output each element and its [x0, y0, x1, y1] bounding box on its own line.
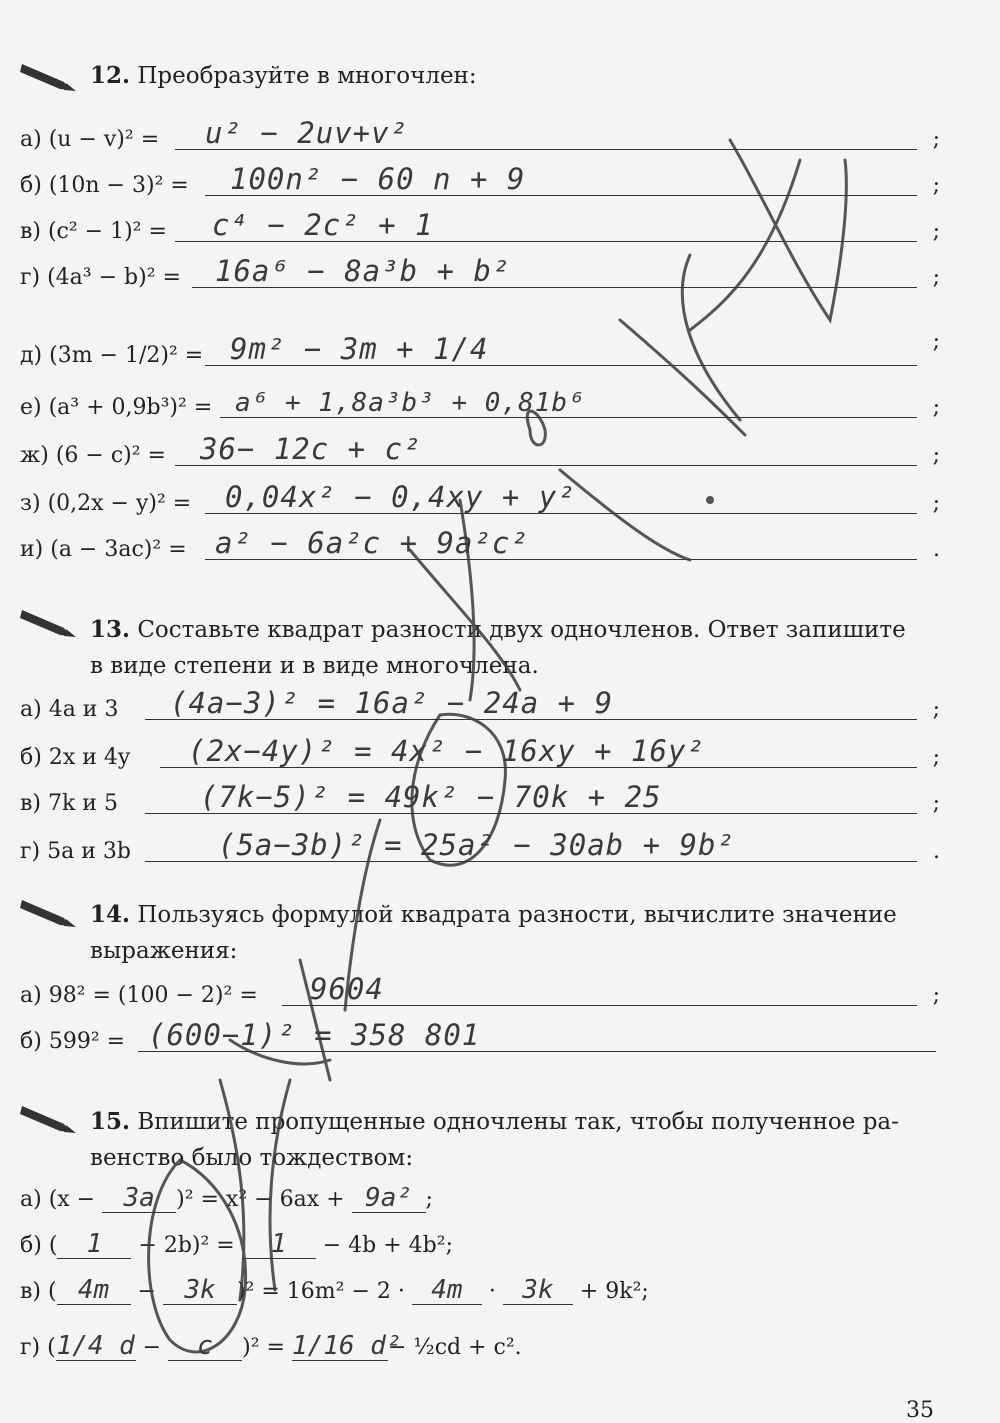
blank-field: 1 [242, 1230, 316, 1259]
task-14-heading [90, 897, 940, 969]
item-text: г) ( [20, 1335, 56, 1360]
pencil-icon [20, 892, 78, 928]
task-title-continued: выражения: [90, 938, 238, 964]
handwritten-answer: 0,04x² − 0,4xy + y² [225, 480, 576, 514]
item-end: ; [932, 265, 940, 290]
handwritten-answer: c⁴ − 2c² + 1 [212, 208, 434, 242]
item-end: ; [932, 127, 940, 152]
item-text: − 2b)² = [131, 1233, 235, 1258]
item-label: ж) (6 − c)² = [20, 443, 166, 468]
handwritten-answer: a⁶ + 1,8a³b³ + 0,81b⁶ [235, 388, 585, 418]
handwritten-answer: u² − 2uv+v² [205, 116, 409, 150]
task-number: 13. [90, 616, 131, 643]
task-15-item-d [20, 1332, 522, 1372]
task-title-continued: в виде степени и в виде многочлена. [90, 653, 539, 679]
item-label: и) (a − 3ac)² = [20, 537, 187, 562]
item-text: а) (x − [20, 1187, 96, 1212]
item-label: а) 98² = (100 − 2)² = [20, 983, 258, 1008]
item-end: ; [932, 697, 940, 722]
item-text: ; [425, 1187, 433, 1212]
item-label: а) (u − v)² = [20, 127, 160, 152]
task-13-heading [90, 612, 940, 684]
item-label: а) 4a и 3 [20, 697, 119, 722]
task-title: Составьте квадрат разности двух одночленов. Ответ запишите [137, 617, 906, 643]
handwritten-answer: 100n² − 60 n + 9 [230, 162, 526, 196]
item-end: ; [932, 983, 940, 1008]
item-end: ; [932, 329, 940, 354]
task-12-item-d [20, 256, 940, 296]
item-text: б) ( [20, 1233, 58, 1258]
task-12-item-e [20, 318, 940, 374]
blank-field: 3k [163, 1276, 237, 1305]
item-label: в) 7k и 5 [20, 791, 118, 816]
pencil-icon [20, 56, 78, 92]
task-15-item-a [20, 1184, 433, 1224]
handwritten-answer: a² − 6a²c + 9a²c² [215, 526, 529, 560]
item-label: б) 599² = [20, 1029, 126, 1054]
item-text: − ½cd + c². [387, 1335, 522, 1360]
blank-field: 9a² [352, 1184, 426, 1213]
handwritten-answer: (4a−3)² = 16a² − 24a + 9 [170, 686, 614, 720]
item-label: в) (c² − 1)² = [20, 219, 167, 244]
task-14-item-b [20, 1020, 940, 1060]
item-text: − [130, 1279, 163, 1304]
handwritten-answer: 36− 12c + c² [200, 432, 422, 466]
blank-field: c [168, 1332, 242, 1361]
task-15-item-b [20, 1230, 453, 1270]
task-title: Пользуясь формулой квадрата разности, вычислите значение [137, 902, 897, 928]
task-number: 12. [90, 62, 131, 89]
blank-field: 1 [57, 1230, 131, 1259]
item-text: − 4b + 4b²; [315, 1233, 453, 1258]
task-title: Преобразуйте в многочлен: [137, 63, 477, 89]
item-end: ; [932, 173, 940, 198]
pencil-icon [20, 1098, 78, 1134]
task-title: Впишите пропущенные одночлены так, чтобы полученное ра- [137, 1109, 899, 1135]
task-number: 14. [90, 901, 131, 928]
pencil-icon [20, 602, 78, 638]
item-label: б) (10n − 3)² = [20, 173, 189, 198]
item-text: · [481, 1279, 503, 1304]
item-text: )² = [242, 1335, 285, 1360]
blank-field: 3k [503, 1276, 573, 1305]
item-text: − [135, 1335, 169, 1360]
item-text: )² = x² − 6ax + [176, 1187, 345, 1212]
item-end: ; [932, 491, 940, 516]
task-13-item-c [20, 782, 940, 822]
item-end: . [933, 537, 940, 562]
item-text: в) ( [20, 1279, 57, 1304]
item-end: ; [932, 791, 940, 816]
task-12-heading [90, 58, 940, 94]
blank-field: 4m [57, 1276, 131, 1305]
item-end: ; [932, 443, 940, 468]
item-text: + 9k²; [572, 1279, 649, 1304]
handwritten-answer: (7k−5)² = 49k² − 70k + 25 [200, 780, 662, 814]
blank-field: 3a [102, 1184, 176, 1213]
task-12-item-c [20, 210, 940, 250]
blank-field: 1/16 d² [291, 1331, 402, 1361]
blank-field: 1/4 d [56, 1331, 135, 1361]
task-13-item-a [20, 688, 940, 728]
handwritten-answer: 16a⁶ − 8a³b + b² [215, 254, 511, 288]
task-12-item-h [20, 482, 940, 522]
task-number: 15. [90, 1108, 131, 1135]
task-15-item-c [20, 1276, 649, 1316]
item-label: г) (4a³ − b)² = [20, 265, 181, 290]
page-number: 35 [906, 1398, 934, 1423]
task-14-item-a [20, 974, 940, 1014]
handwritten-answer: 9604 [310, 972, 384, 1006]
task-12-item-b [20, 164, 940, 204]
task-12-item-a [20, 118, 940, 158]
task-12-item-g [20, 434, 940, 474]
item-end: . [933, 839, 940, 864]
item-label: г) 5a и 3b [20, 839, 131, 864]
item-text: )² = 16m² − 2 · [236, 1279, 405, 1304]
task-15-heading [90, 1104, 940, 1176]
item-end: ; [932, 395, 940, 420]
item-label: д) (3m − 1/2)² = [20, 343, 204, 368]
task-title-continued: венство было тождеством: [90, 1145, 414, 1171]
item-label: б) 2x и 4y [20, 745, 131, 770]
task-12-item-i [20, 528, 940, 568]
handwritten-answer: (600−1)² = 358 801 [148, 1018, 481, 1052]
item-end: ; [932, 219, 940, 244]
item-end: ; [932, 745, 940, 770]
handwritten-answer: (2x−4y)² = 4x² − 16xy + 16y² [188, 734, 705, 768]
item-label: е) (a³ + 0,9b³)² = [20, 395, 213, 420]
handwritten-answer: 9m² − 3m + 1/4 [230, 332, 489, 366]
handwritten-answer: (5a−3b)² = 25a² − 30ab + 9b² [218, 828, 735, 862]
task-12-item-f [20, 386, 940, 426]
task-13-item-b [20, 736, 940, 776]
task-13-item-d [20, 830, 940, 870]
item-label: з) (0,2x − y)² = [20, 491, 192, 516]
blank-field: 4m [412, 1276, 482, 1305]
